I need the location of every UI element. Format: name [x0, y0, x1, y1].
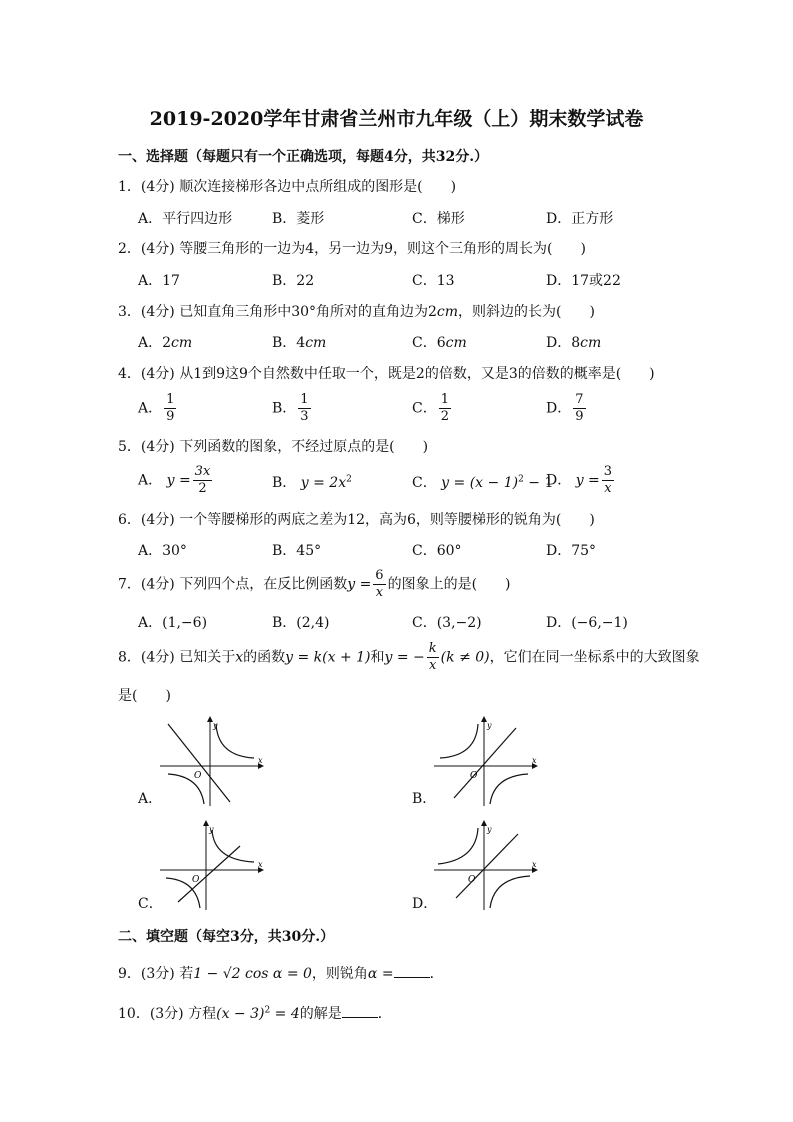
q3-option-b: [272, 332, 326, 352]
q4-num-a: 1: [166, 392, 175, 407]
q5-c-tail: − 1: [523, 475, 554, 491]
q4-fraction-c: [439, 392, 451, 425]
q3-value-c: 6: [436, 335, 446, 351]
q8-graph-d: [432, 820, 542, 912]
q3-option-c: [412, 332, 467, 352]
q2-option-a: A．17: [138, 273, 180, 289]
q5-c-exp: 2: [518, 474, 524, 485]
q5-label-a: A．: [138, 472, 163, 489]
q7-fraction: [373, 568, 385, 601]
line-graph: [178, 846, 240, 902]
q8-stem-d: ，它们在同一坐标系中的大致图象: [489, 649, 700, 666]
section-2-heading: 二、填空题（每空3分，共30分.）: [118, 929, 335, 945]
q10-tail: ．: [377, 1006, 392, 1022]
q5-d-den: x: [604, 481, 612, 496]
q4-num-b: 1: [300, 392, 309, 407]
origin-label: O: [470, 771, 478, 781]
q5-option-c: [412, 472, 553, 492]
q10-expr: (x − 3): [216, 1006, 265, 1022]
x-axis-label: x: [532, 756, 537, 765]
q9-stem-a: 9．(3分) 若: [118, 966, 194, 982]
x-axis-label: x: [532, 860, 537, 869]
section-1-heading: 一、选择题（每题只有一个正确选项，每题4分，共32分.）: [118, 149, 489, 165]
question-5: 5．(4分) 下列函数的图象，不经过原点的是( ): [118, 439, 429, 455]
q7-den: x: [375, 585, 384, 600]
q3-stem-a: 3．(4分) 已知直角三角形中30°角所对的直角边为2: [118, 304, 437, 320]
x-axis-label: x: [258, 756, 263, 765]
q5-d-fraction: [602, 464, 614, 497]
q8-fraction: [427, 641, 439, 674]
question-10: [118, 1003, 392, 1023]
q5-option-d: [546, 464, 616, 497]
q3-label-b: B．: [272, 335, 297, 351]
q9-tail: ．: [429, 966, 444, 982]
q10-expr-tail: = 4: [270, 1006, 300, 1022]
q4-fraction-a: [164, 392, 176, 425]
q5-d-lhs: y =: [575, 472, 600, 489]
y-axis-label: y: [209, 825, 214, 834]
q4-option-d: [546, 392, 588, 425]
q7-num: 6: [375, 568, 384, 583]
q8-graph-label-a: A．: [138, 791, 163, 807]
hyperbola-branch-1: [440, 724, 478, 758]
q4-den-c: 2: [440, 409, 449, 424]
q9-var: α =: [367, 966, 394, 982]
q5-a-den: 2: [198, 481, 207, 496]
q8-num2: k: [428, 641, 437, 656]
page-title: 2019-2020学年甘肃省兰州市九年级（上）期末数学试卷: [149, 108, 644, 130]
q4-option-a: [138, 392, 178, 425]
q5-label-d: D．: [546, 472, 572, 489]
q8-lhs2: y = −: [384, 649, 425, 666]
q4-num-d: 7: [575, 392, 584, 407]
q5-label-b: B．: [272, 475, 297, 491]
q4-den-a: 9: [166, 409, 175, 424]
q5-a-num: 3x: [194, 464, 211, 479]
q9-stem-b: ，则锐角: [311, 966, 368, 982]
q1-option-b: B．菱形: [272, 211, 325, 227]
q8-graph-b: [432, 716, 542, 808]
q10-stem-b: 的解是: [299, 1006, 342, 1022]
q3-value-b: 4: [296, 335, 306, 351]
q8-expr1: y = k(x + 1): [285, 649, 371, 666]
q4-fraction-d: [573, 392, 585, 425]
origin-label: O: [194, 771, 202, 781]
q5-option-b: [272, 472, 352, 492]
q5-c-expr: y = (x − 1): [441, 475, 519, 491]
q3-option-a: [138, 332, 192, 352]
q8-den2: x: [429, 658, 437, 673]
q10-answer-blank[interactable]: [342, 1005, 378, 1018]
q1-option-c: C．梯形: [412, 211, 465, 227]
q6-option-c: C．60°: [412, 543, 462, 559]
q5-d-num: 3: [603, 464, 613, 479]
q4-label-a: A．: [138, 400, 163, 417]
hyperbola-branch-1: [438, 828, 478, 864]
q1-option-a: A．平行四边形: [138, 211, 233, 227]
q7-stem-b: 的图象上的是( ): [387, 576, 511, 593]
q5-b-expr: y = 2x: [300, 475, 347, 491]
question-8-line2: 是( ): [118, 688, 171, 704]
q8-graph-c: [158, 820, 268, 912]
q4-label-d: D．: [546, 400, 572, 417]
q7-option-a: A．(1,−6): [138, 615, 208, 631]
q3-unit-a: cm: [171, 335, 193, 351]
x-axis-label: x: [258, 860, 263, 869]
q3-label-a: A．: [138, 335, 163, 351]
q4-den-d: 9: [575, 409, 584, 424]
q8-stem-a: 8．(4分) 已知关于: [118, 649, 236, 666]
q1-option-d: D．正方形: [546, 211, 614, 227]
question-3: [118, 301, 595, 321]
q8-cond: (k ≠ 0): [440, 649, 490, 666]
q7-option-d: D．(−6,−1): [546, 615, 628, 631]
q7-lhs: y =: [347, 576, 372, 593]
q4-option-c: [412, 392, 453, 425]
q8-graph-label-b: B．: [412, 791, 437, 807]
q3-unit-d: cm: [580, 335, 602, 351]
q3-label-c: C．: [412, 335, 437, 351]
q4-label-b: B．: [272, 400, 297, 417]
q10-exp: 2: [264, 1005, 271, 1016]
q2-option-d: D．17或22: [546, 273, 621, 289]
q6-option-d: D．75°: [546, 543, 597, 559]
y-axis-label: y: [213, 721, 218, 730]
q8-graph-a: [158, 716, 268, 808]
q7-option-c: C．(3,−2): [412, 615, 482, 631]
q8-graph-label-c: C．: [138, 896, 163, 912]
question-8: [118, 641, 700, 674]
q4-num-c: 1: [440, 392, 449, 407]
q3-unit-b: cm: [305, 335, 327, 351]
question-1: 1．(4分) 顺次连接梯形各边中点所组成的图形是( ): [118, 179, 457, 195]
q4-option-b: [272, 392, 313, 425]
q3-value-d: 8: [571, 335, 581, 351]
q4-label-c: C．: [412, 400, 437, 417]
q8-stem-b: 的函数: [243, 649, 286, 666]
y-axis-label: y: [487, 721, 492, 730]
question-4: 4．(4分) 从1到9这9个自然数中任取一个，既是2的倍数，又是3的倍数的概率是( ): [118, 366, 655, 382]
q9-answer-blank[interactable]: [394, 965, 430, 978]
q5-label-c: C．: [412, 475, 437, 491]
q3-value-a: 2: [162, 335, 172, 351]
q10-stem-a: 10．(3分) 方程: [118, 1006, 217, 1022]
hyperbola-branch-2: [490, 774, 528, 804]
origin-label: O: [468, 875, 476, 885]
q3-stem-b: ，则斜边的长为( ): [458, 304, 595, 320]
line-graph: [456, 834, 518, 898]
q7-option-b: B．(2,4): [272, 615, 330, 631]
hyperbola-branch-2: [490, 876, 530, 908]
q5-a-fraction: [193, 464, 213, 497]
q4-den-b: 3: [300, 409, 309, 424]
q8-stem-c: 和: [370, 649, 385, 666]
q3-label-d: D．: [546, 335, 572, 351]
q3-unit: cm: [436, 304, 459, 320]
q6-option-b: B．45°: [272, 543, 322, 559]
question-7: [118, 568, 511, 601]
question-6: 6．(4分) 一个等腰梯形的两底之差为12，高为6，则等腰梯形的锐角为( ): [118, 512, 595, 528]
q3-option-d: [546, 332, 601, 352]
q5-b-exp: 2: [346, 474, 352, 485]
q6-option-a: A．30°: [138, 543, 187, 559]
q5-option-a: [138, 464, 214, 497]
q7-stem-a: 7．(4分) 下列四个点，在反比例函数: [118, 576, 348, 593]
q8-var: x: [235, 649, 244, 666]
origin-label: O: [192, 875, 200, 885]
q2-option-b: B．22: [272, 273, 315, 289]
line-graph: [454, 728, 516, 798]
hyperbola-branch-1: [216, 724, 254, 758]
hyperbola-branch-1: [212, 830, 254, 862]
q4-fraction-b: [298, 392, 310, 425]
question-9: [118, 963, 444, 983]
question-2: 2．(4分) 等腰三角形的一边为4，另一边为9，则这个三角形的周长为( ): [118, 241, 586, 257]
q3-unit-c: cm: [445, 335, 467, 351]
q5-a-lhs: y =: [166, 472, 191, 489]
q9-expr: 1 − √2 cos α = 0: [193, 966, 312, 982]
q2-option-c: C．13: [412, 273, 455, 289]
y-axis-label: y: [487, 825, 492, 834]
q8-graph-label-d: D．: [412, 896, 438, 912]
